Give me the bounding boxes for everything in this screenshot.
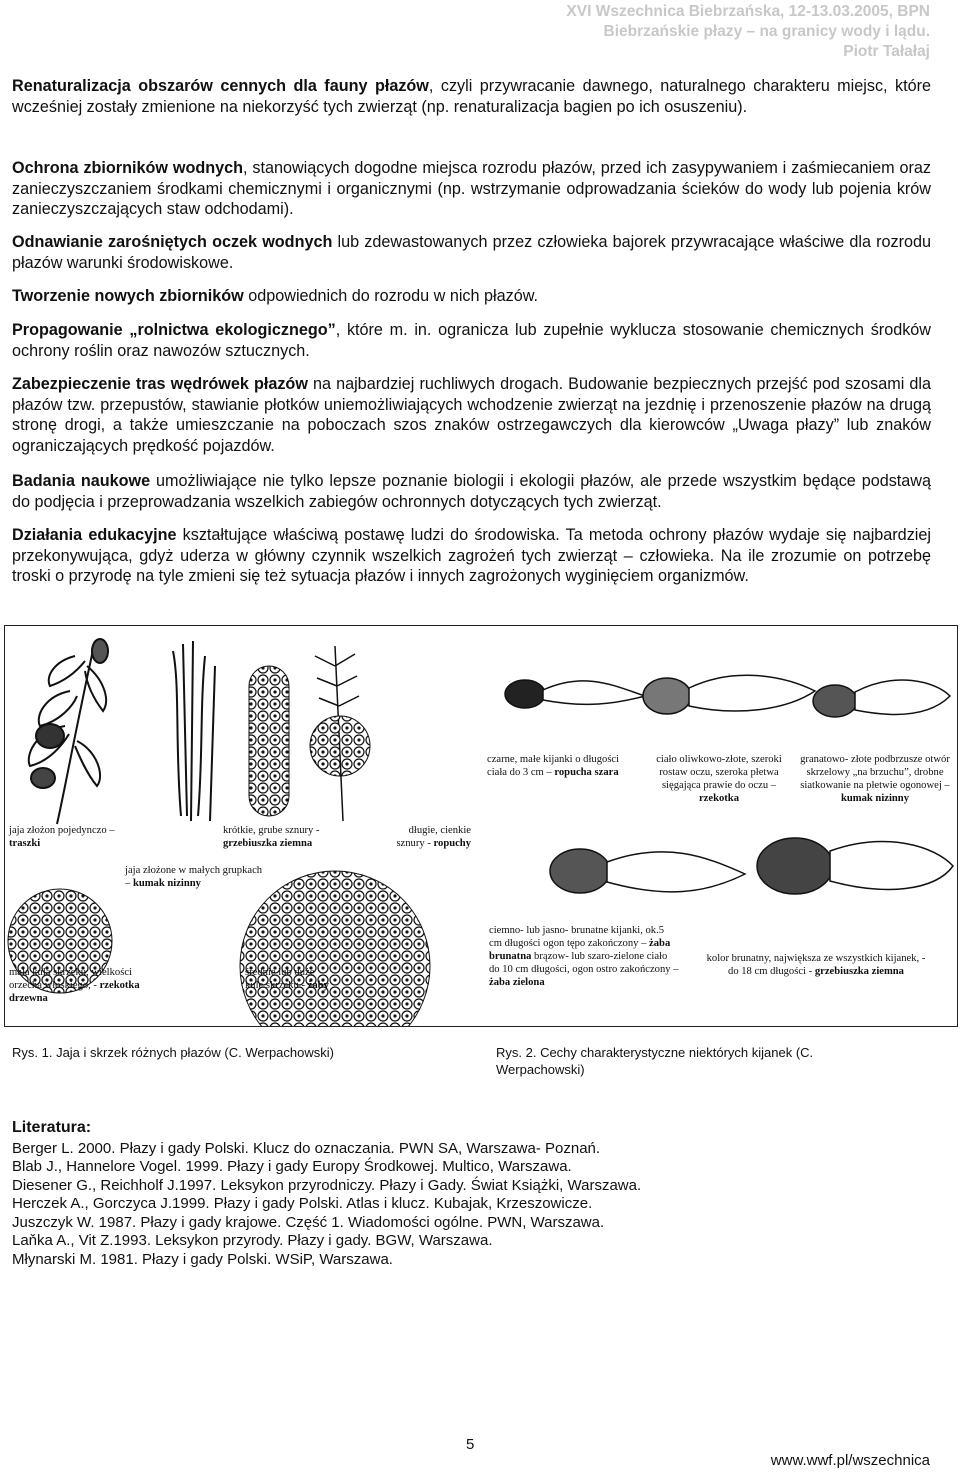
header-block: [566, 2, 930, 62]
literature-heading: Literatura:: [12, 1119, 92, 1136]
paragraph-lead: Ochrona zbiorników wodnych: [12, 159, 243, 177]
paragraph-education: [12, 525, 931, 587]
figure-caption-1: Rys. 1. Jaja i skrzek różnych płazów (C. Werpachowski): [12, 1045, 334, 1060]
literature-item: Blab J., Hannelore Vogel. 1999. Płazy i gady Europy Środkowej. Multico, Warszawa.: [12, 1158, 572, 1175]
literature-item: Diesener G., Reichholf J.1997. Leksykon przyrodniczy. Płazy i Gady. Świat Książki, Warszawa.: [12, 1176, 642, 1194]
literature-item: Herczek A., Gorczyca J.1999. Płazy i gady Polski. Atlas i klucz. Kubajak, Krzeszowicze.: [12, 1195, 593, 1212]
caption-spadefoot-eggs: krótkie, grube sznury - grzebiuszka ziemna: [223, 825, 320, 849]
paragraph-renaturalization: [12, 76, 931, 117]
paragraph-lead: Działania edukacyjne: [12, 526, 177, 544]
newt-eggs-plant-illustration: [29, 639, 108, 824]
paragraph-text: , które m. in. ogranicza lub zupełnie wyklucza stosowanie chemicznych środków ochrony roślin oraz nawozów sztucznych.: [12, 321, 931, 360]
frog-spawn-cluster-small: [310, 716, 370, 776]
paragraph-lead: Tworzenie nowych zbiorników: [12, 287, 244, 305]
caption-brown-green-frogs: ciemno- lub jasno- brunatne kijanki, ok.5 cm długości ogon tępo zakończony – żaba brunatna brązow- lub szaro-zielone ciało do 10 cm długości, ogon ostro zakończony – żaba zielona: [489, 925, 679, 988]
tadpoles-top-row: [505, 675, 950, 717]
paragraph-eco-farming: [12, 320, 931, 361]
header-author: Piotr Tałałaj: [843, 43, 930, 60]
header-line-2: Biebrzańskie płazy – na granicy wody i lądu.: [603, 23, 930, 40]
literature-item: Laňka A., Vit Z.1993. Leksykon przyrody. Płazy i gady. BGW, Warszawa.: [12, 1232, 493, 1249]
caption-spadefoot-tadpole: kolor brunatny, największa ze wszystkich kijanek, - do 18 cm długości - grzebiuszka ziemna: [706, 953, 926, 977]
caption-newt-eggs: jaja złożon pojedynczo – traszki: [9, 825, 115, 849]
paragraph-text: , czyli przywracanie dawnego, naturalnego charakteru miejsc, które wcześniej zostały zmienione na niekorzyść tych zwierząt (np. renaturalizacja bagien po ich osuszeniu).: [12, 77, 931, 116]
paragraph-lead: Zabezpieczenie tras wędrówek płazów: [12, 375, 308, 393]
figure-caption-2: Rys. 2. Cechy charakterystyczne niektórych kijanek (C. Werpachowski): [496, 1045, 814, 1077]
toad-egg-strings-illustration: [173, 641, 215, 821]
paragraph-lead: Renaturalizacja obszarów cennych dla fauny płazów: [12, 77, 429, 95]
paragraph-lead: Propagowanie „rolnictwa ekologicznego”: [12, 321, 336, 339]
literature-item: Berger L. 2000. Płazy i gady Polski. Klucz do oznaczania. PWN SA, Warszawa- Poznań.: [12, 1139, 601, 1157]
page-number: 5: [466, 1436, 475, 1453]
spadefoot-egg-string: [249, 666, 289, 816]
caption-tree-frog: ciało oliwkowo-złote, szeroki rostaw oczu, szeroka płetwa sięgająca prawie do oczu – rzekotka: [656, 754, 782, 804]
paragraph-water-protection: [12, 158, 931, 220]
literature-section: [12, 1119, 641, 1269]
paragraph-lead: Badania naukowe: [12, 472, 151, 490]
paragraph-research: [12, 471, 931, 512]
paragraph-text: , stanowiących dogodne miejsca rozrodu płazów, przed ich zasypywaniem i zaśmiecaniem oraz zanieczyszczaniem środkami chemicznymi i organicznymi (np. wstrzymanie odprowadzania ścieków do wody lub pojenia krów zanieczyszczających staw odchodami).: [12, 159, 931, 219]
paragraph-text: umożliwiające nie tylko lepsze poznanie biologii i ekologii płazów, ale przede wszystkim będące podstawą do podjęcia i przeprowadzania wszelkich zabiegów ochronnych dotyczących tych zwierząt.: [12, 472, 931, 511]
caption-tree-frog-spawn: mała kula skrzeku, wielkości orzecha włoskiego, - rzekotka drzewna: [9, 967, 140, 1004]
caption-common-toad: czarne, małe kijanki o długości ciała do 3 cm – ropucha szara: [487, 754, 620, 778]
paragraph-new-ponds: [12, 286, 931, 307]
paragraph-text: kształtujące właściwą postawę ludzi do środowiska. Ta metoda ochrony płazów wydaje się najbardziej przekonywująca, gdyż uderza w główny czynnik wszelkich zagrożeń tych zwierząt – człowieka. Na ile zrozumie on potrzebę troski o przyrodę na tyle zmieni się też sytuacja płazów i innych zagrożonych wyginięciem organizmów.: [12, 526, 931, 586]
paragraph-lead: Odnawianie zarośniętych oczek wodnych: [12, 233, 333, 251]
footer-url[interactable]: www.wwf.pl/wszechnica: [770, 1452, 930, 1469]
header-line-1: XVI Wszechnica Biebrzańska, 12-13.03.2005, BPN: [566, 3, 930, 20]
literature-item: Juszczyk W. 1987. Płazy i gady krajowe. Część 1. Wiadomości ogólne. PWN, Warszawa.: [12, 1213, 605, 1231]
caption-toad-eggs: długie, cienkie sznury - ropuchy: [396, 825, 471, 849]
frog-spawn-large-ball: [240, 871, 430, 1026]
paragraph-text: lub zdewastowanych przez człowieka bajorek przywracające właściwe dla rozrodu płazów warunki środowiskowe.: [12, 233, 931, 272]
paragraph-text: na najbardziej ruchliwych drogach. Budowanie bezpiecznych przejść pod szosami dla płazów tzw. przepustów, stawianie płotków uniemożliwiających wchodzenie zwierząt na jezdnię i przenoszenie płazów na drugą stronę drogi, a także umieszczanie na poboczach szos znaków ostrzegawczych dla kierowców „Uwaga płazy” lub znaków ograniczających prędkość pojazdów.: [12, 375, 931, 455]
paragraph-migration-routes: [12, 374, 931, 456]
paragraph-text: odpowiednich do rozrodu w nich płazów.: [243, 287, 539, 305]
caption-fire-bellied-eggs: jaja złożone w małych grupkach – kumak nizinny: [125, 865, 263, 889]
caption-frog-spawn: średnie lub duże kule skrzeku - żaby: [245, 967, 329, 991]
tadpoles-middle-row: [550, 838, 953, 894]
literature-item: Młynarski M. 1981. Płazy i gady Polski. WSiP, Warszawa.: [12, 1250, 393, 1268]
paragraph-ponds-renewal: [12, 232, 931, 273]
caption-fire-bellied-toad: granatowo- złote podbrzusze otwór skrzelowy „na brzuchu”, drobne siatkowanie na płetwie ogonowej – kumak nizinny: [800, 754, 950, 804]
figure-box: [4, 625, 958, 1027]
